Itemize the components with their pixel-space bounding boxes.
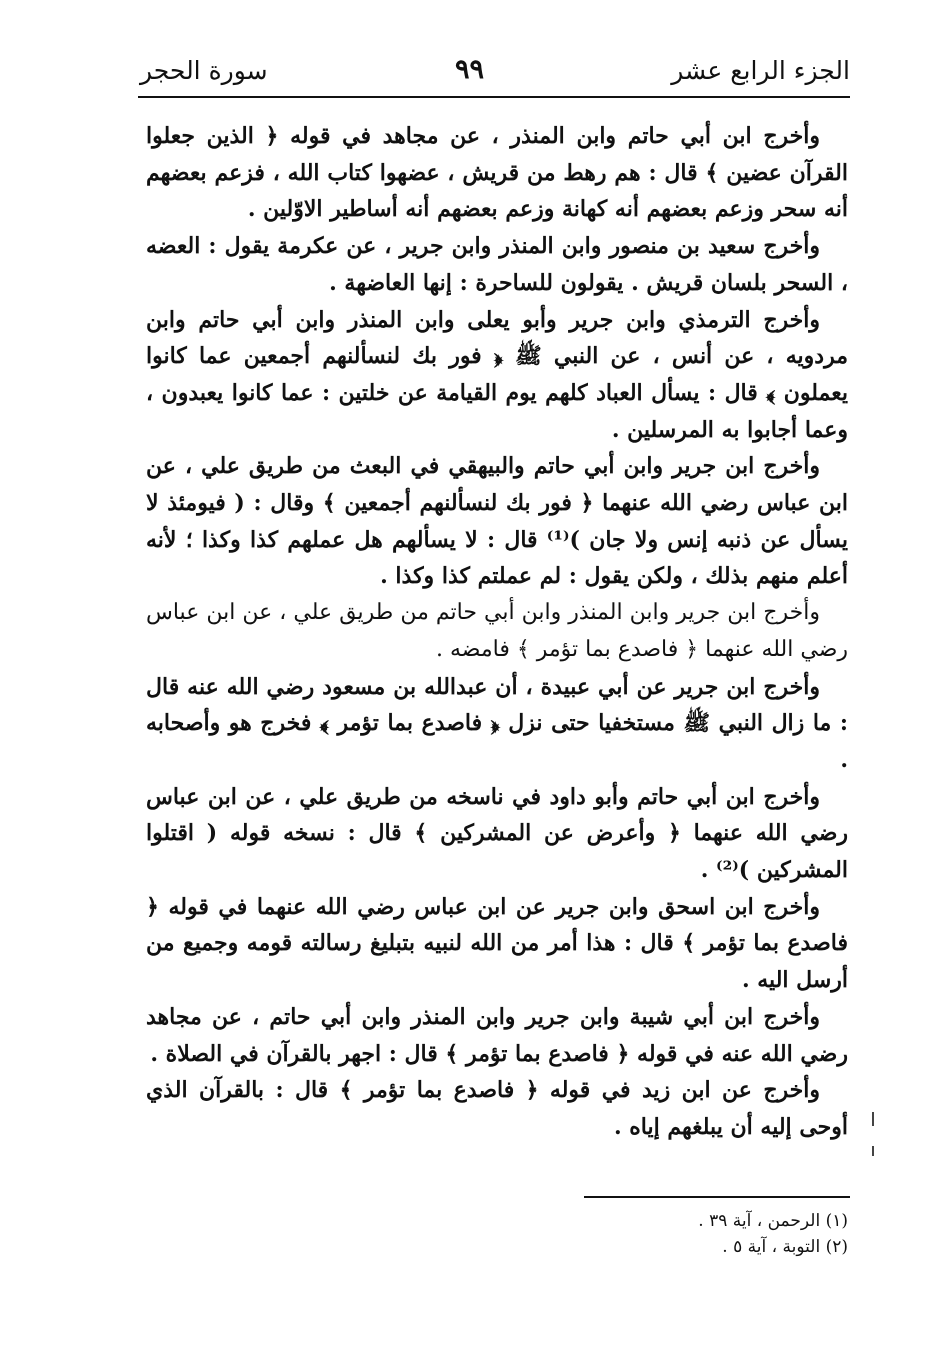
paragraph: وأخرج ابن أبي حاتم وأبو داود في ناسخه من طريق علي ، عن ابن عباس رضي الله عنهما ﴿ وأعرض عن المشركين ﴾ قال : نسخه قوله ( اقتلوا المشركين )⁽²⁾ .: [146, 783, 848, 884]
paragraph: وأخرج سعيد بن منصور وابن المنذر وابن جرير ، عن عكرمة يقول : العضه ، السحر بلسان قريش . يقولون للساحرة : إنها العاضهة .: [146, 233, 848, 296]
header-divider: [138, 96, 850, 98]
paragraph: وأخرج عن ابن زيد في قوله ﴿ فاصدع بما تؤمر ﴾ قال : بالقرآن الذي أوحى إليه أن يبلغهم إياه .: [146, 1077, 848, 1140]
paragraph: وأخرج الترمذي وابن جرير وأبو يعلى وابن المنذر وابن أبي حاتم وابن مردويه ، عن أنس ، عن النبي ﷺ ﴿ فور بك لنسألنهم أجمعين عما كانوا يعملون ﴾ قال : يسأل العباد كلهم يوم القيامة عن خلتين : عما كانوا يعبدون ، وعما أجابوا به المرسلين .: [146, 306, 848, 443]
paragraph: وأخرج ابن اسحق وابن جرير عن ابن عباس رضي الله عنهما في قوله ﴿ فاصدع بما تؤمر ﴾ قال : هذا أمر من الله لنبيه بتبليغ رسالته قومه وجميع من أرسل اليه .: [146, 893, 848, 994]
paragraph: وأخرج ابن أبي شيبة وابن جرير وابن المنذر وابن أبي حاتم ، عن مجاهد رضي الله عنه في قوله ﴿ فاصدع بما تؤمر ﴾ قال : اجهر بالقرآن في الصلاة .: [146, 1003, 848, 1067]
paragraph: وأخرج ابن جرير وابن أبي حاتم والبيهقي في البعث من طريق علي ، عن ابن عباس رضي الله عنهما ﴿ فور بك لنسألنهم أجمعين ﴾ وقال : ( فيومئذ لا يسأل عن ذنبه إنس ولا جان )⁽¹⁾ قال : لا يسألهم هل عملهم كذا وكذا ؛ لأنه أعلم منهم بذلك ، ولكن يقول : لم عملتم كذا وكذا .: [146, 453, 848, 590]
footnotes: [428, 1208, 848, 1260]
page-number: ٩٩: [455, 54, 485, 85]
footnote: (٢) التوبة ، آية ٥ .: [722, 1237, 848, 1257]
scan-mark: [872, 1112, 874, 1126]
paragraph: وأخرج ابن أبي حاتم وابن المنذر ، عن مجاهد في قوله ﴿ الذين جعلوا القرآن عضين ﴾ قال : هم رهط من قريش ، عضهوا كتاب الله ، فزعم بعضهم أنه سحر وزعم بعضهم أنه كهانة وزعم بعضهم أنه أساطير الاوّلين .: [146, 123, 848, 223]
surah-title: سورة الحجر: [140, 56, 268, 85]
scan-mark: [872, 1146, 874, 1156]
main-text: [146, 118, 848, 1146]
footnote: (١) الرحمن ، آية ٣٩ .: [698, 1211, 848, 1231]
paragraph: وأخرج ابن جرير وابن المنذر وابن أبي حاتم من طريق علي ، عن ابن عباس رضي الله عنهما ﴿ فاصدع بما تؤمر ﴾ فامضه .: [146, 600, 848, 662]
running-header: [140, 50, 850, 94]
footnote-divider: [584, 1196, 850, 1198]
paragraph: وأخرج ابن جرير عن أبي عبيدة ، أن عبدالله بن مسعود رضي الله عنه قال : ما زال النبي ﷺ مستخفيا حتى نزل ﴿ فاصدع بما تؤمر ﴾ فخرج هو وأصحابه .: [146, 673, 848, 773]
part-title: الجزء الرابع عشر: [671, 56, 850, 85]
